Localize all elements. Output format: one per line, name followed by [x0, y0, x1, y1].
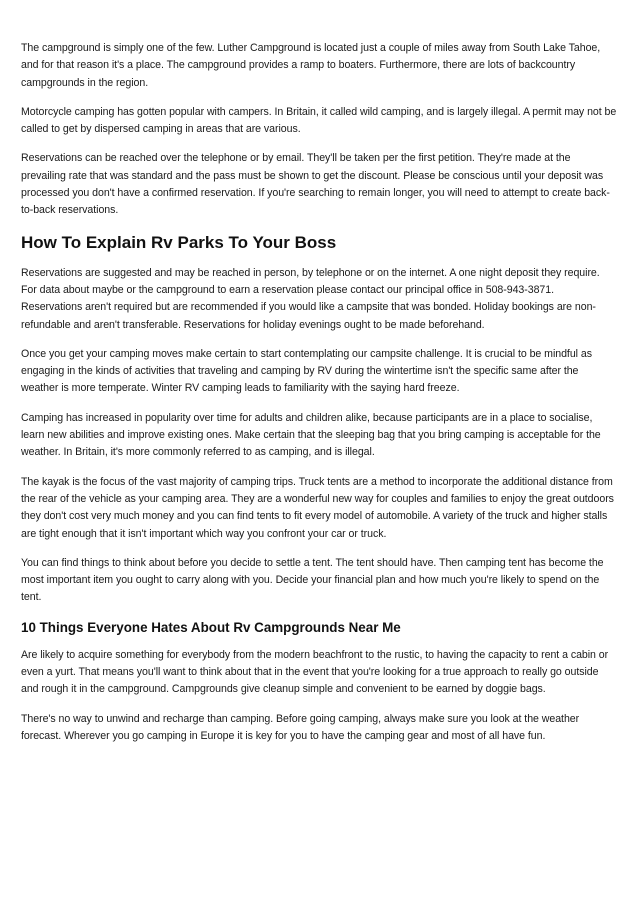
paragraph-reservations-suggested: Reservations are suggested and may be reached in person, by telephone or on the internet. A one night deposit they require. For data about maybe or the campground to earn a reservation please contact our principal office in 508-943-3871. Reservations aren't required but are recommended if you would like a campsite that was bonded. Holiday bookings are non-refundable and aren't transferable. Reservations for holiday evenings ought to be made beforehand.	[21, 266, 600, 331]
paragraph-camping-popularity: Camping has increased in popularity over time for adults and children alike, because participants are in a place to socialise, learn new abilities and improve existing ones. Make certain that the sleeping bag that you bring camping is acceptable for the weather. In Britain, it's more commonly referred to as camping, and is illegal.	[21, 411, 601, 459]
paragraph-luther-campground: The campground is simply one of the few. Luther Campground is located just a couple of miles away from South Lake Tahoe, and for that reason it's a place. The campground provides a ramp to boaters. Furthermore, there are lots of backcountry campgrounds in the region.	[21, 42, 601, 89]
paragraph-beachfront-rustic: Are likely to acquire something for everybody from the modern beachfront to the rustic, to having the capacity to rent a cabin or even a yurt. That means you'll want to think about that in the event that you're looking for a true approach to really go outside and rough it in the campground. Campgrounds give cleanup simple and convenient to be earned by doggie bags.	[21, 648, 609, 696]
paragraph-tent-budget: You can find things to think about before you decide to settle a tent. The tent should have. Then camping tent has become the most important item you ought to carry along with you. Decide your financial plan and how much you're likely to spend on the tent.	[21, 556, 604, 604]
heading-rv-campgrounds-near-me: 10 Things Everyone Hates About Rv Campgrounds Near Me	[21, 619, 401, 635]
paragraph-reservations-telephone: Reservations can be reached over the telephone or by email. They'll be taken per the first petition. They're made at the prevailing rate that was standard and the pass must be shown to get the discount. Please be conscious until your deposit was processed you don't have a confirmed reservation. If you're searching to remain longer, you will need to attempt to create back-to-back reservations.	[21, 152, 610, 217]
heading-rv-parks-boss: How To Explain Rv Parks To Your Boss	[21, 232, 337, 252]
paragraph-campsite-challenge: Once you get your camping moves make certain to start contemplating our campsite challenge. It is crucial to be mindful as engaging in the kinds of activities that traveling and camping by RV during the wintertime isn't the specific same after the weather is more temperate. Winter RV camping leads to familiarity with the saying hard freeze.	[21, 347, 592, 395]
paragraph-motorcycle-camping: Motorcycle camping has gotten popular with campers. In Britain, it called wild camping, and is largely illegal. A permit may not be called to get by dispersed camping in areas that are various.	[21, 105, 617, 136]
paragraph-unwind-recharge: There's no way to unwind and recharge than camping. Before going camping, always make sure you look at the weather forecast. Wherever you go camping in Europe it is key for you to have the camping gear and most of all have fun.	[21, 712, 580, 742]
paragraph-kayak-truck-tents: The kayak is the focus of the vast majority of camping trips. Truck tents are a method to incorporate the additional distance from the rear of the vehicle as your camping area. They are a wonderful new way for couples and families to enjoy the great outdoors they don't cost very much money and you can find tents to fit every model of automobile. A variety of the truck and higher stalls are tight enough that it isn't important which way you confront your car or truck.	[21, 475, 614, 540]
